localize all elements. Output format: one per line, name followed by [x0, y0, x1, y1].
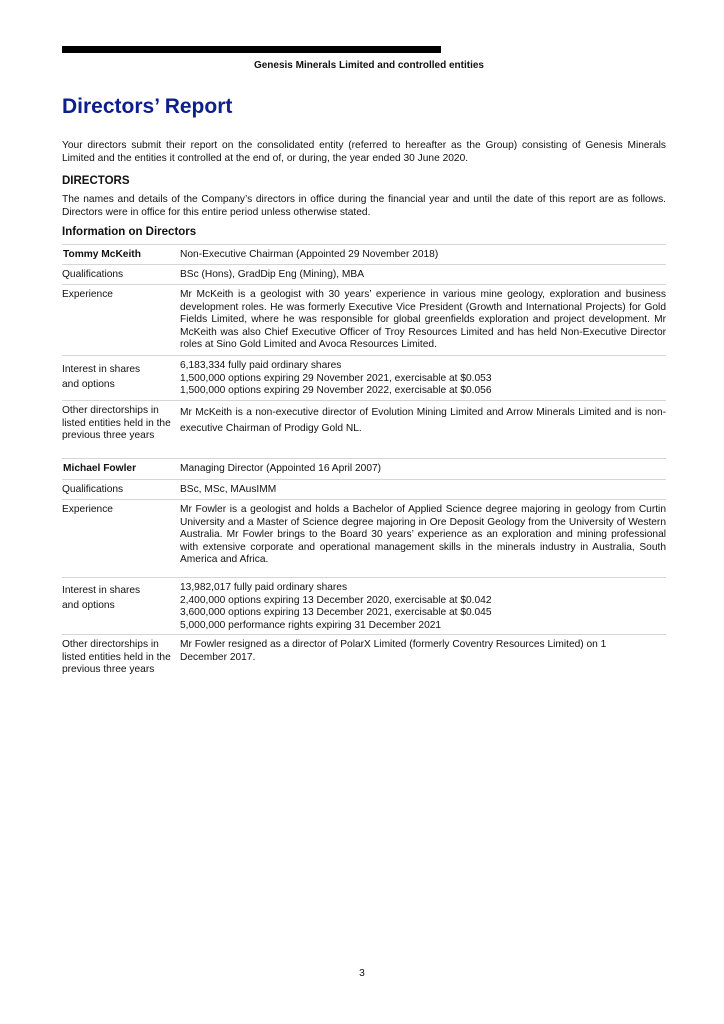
table-rule — [62, 458, 666, 459]
company-header: Genesis Minerals Limited and controlled entities — [253, 60, 484, 71]
director-role: Non-Executive Chairman (Appointed 29 November 2018) — [180, 249, 439, 260]
interest-label-line: Interest in shares — [62, 364, 141, 375]
interest-item: 1,500,000 options expiring 29 November 2021, exercisable at $0.053 — [180, 372, 492, 384]
other-directorships-label: Other directorships in listed entities held in the previous three years — [62, 405, 171, 441]
interest-item: 2,400,000 options expiring 13 December 2020, exercisable at $0.042 — [180, 594, 492, 606]
table-rule — [62, 355, 666, 356]
experience-value: Mr Fowler is a geologist and holds a Bachelor of Applied Science degree majoring in geology from Curtin University and a Master of Science degree majoring in Ore Deposit Geology from the University of Western Australia. Mr Fowler brings to the Board 30 years’ experience as an exploration and mining professional with extensive corporate and operational management skills in the minerals industry in Australia, South America and Africa. — [180, 504, 666, 565]
table-rule — [62, 479, 666, 480]
interests-list — [180, 582, 666, 632]
interest-item: 6,183,334 fully paid ordinary shares — [180, 360, 342, 371]
other-directorships-value: Mr Fowler resigned as a director of PolarX Limited (formerly Coventry Resources Limited) on 1 December 2017. — [180, 639, 607, 663]
interest-label-line: Interest in shares — [62, 585, 141, 596]
interest-label-line: and options — [62, 379, 115, 390]
experience-value: Mr McKeith is a geologist with 30 years’ experience in various mine geology, exploration and business development roles. He was formerly Executive Vice President (Growth and International Projects) for Gold Fields Limited, where he was responsible for global greenfields exploration and project development. Mr McKeith was also Chief Executive Officer of Troy Resources Limited and has held Non-Executive Director roles at Sino Gold Limited and Avoca Resources Limited. — [180, 289, 666, 350]
qualifications-label: Qualifications — [62, 269, 124, 280]
interest-item: 13,982,017 fully paid ordinary shares — [180, 582, 348, 593]
interest-label — [62, 583, 172, 613]
interest-label — [62, 362, 172, 392]
interest-item: 3,600,000 options expiring 13 December 2021, exercisable at $0.045 — [180, 607, 492, 618]
page-number: 3 — [359, 968, 365, 979]
director-name: Michael Fowler — [63, 463, 137, 474]
table-rule — [62, 284, 666, 285]
directors-paragraph: The names and details of the Company’s directors in office during the financial year and until the date of this report are as follows. Directors were in office for this entire period unless otherwise stated. — [62, 194, 666, 218]
table-rule — [62, 577, 666, 578]
qualifications-label: Qualifications — [62, 484, 124, 495]
qualifications-value: BSc, MSc, MAusIMM — [180, 484, 277, 495]
information-heading: Information on Directors — [62, 226, 197, 238]
interest-item: 5,000,000 performance rights expiring 31 December 2021 — [180, 619, 442, 631]
experience-label: Experience — [62, 504, 113, 515]
page-title: Directors’ Report — [62, 95, 233, 118]
qualifications-value: BSc (Hons), GradDip Eng (Mining), MBA — [180, 269, 364, 280]
directors-heading: DIRECTORS — [62, 175, 130, 187]
experience-label: Experience — [62, 289, 113, 300]
other-directorships-label: Other directorships in listed entities held in the previous three years — [62, 639, 171, 675]
director-role: Managing Director (Appointed 16 April 2007) — [180, 463, 382, 474]
other-directorships-value: Mr McKeith is a non-executive director of Evolution Mining Limited and Arrow Minerals Limited and is non-executive Chairman of Prodigy Gold NL. — [180, 407, 666, 434]
interest-label-line: and options — [62, 600, 115, 611]
intro-paragraph: Your directors submit their report on the consolidated entity (referred to hereafter as the Group) consisting of Genesis Minerals Limited and the entities it controlled at the end of, or during, the year ended 30 June 2020. — [62, 140, 666, 164]
table-rule — [62, 264, 666, 265]
header-rule — [62, 46, 441, 53]
table-rule — [62, 400, 666, 401]
interests-list — [180, 360, 666, 398]
table-rule — [62, 634, 666, 635]
table-rule — [62, 499, 666, 500]
table-rule — [62, 244, 666, 245]
director-name: Tommy McKeith — [63, 249, 141, 260]
interest-item: 1,500,000 options expiring 29 November 2022, exercisable at $0.056 — [180, 385, 492, 396]
